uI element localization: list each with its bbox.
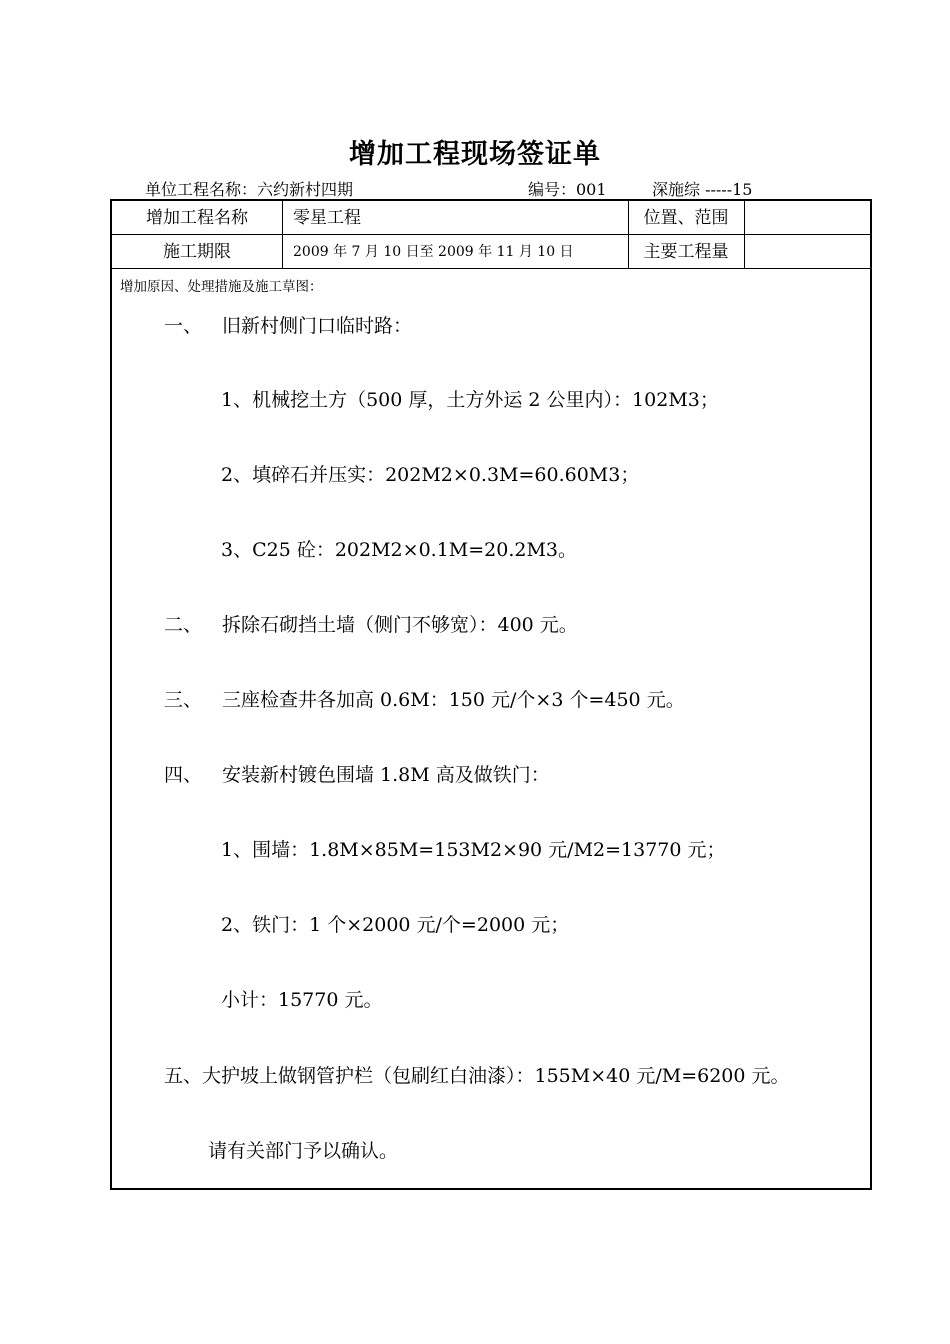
section-number: 四、 (164, 764, 203, 786)
content-text: 安装新村镀色围墙 1.8M 高及做铁门： (222, 764, 550, 786)
section-number: 三、 (164, 689, 203, 711)
section-number: 一、 (164, 315, 203, 337)
page-title: 增加工程现场签证单 (349, 139, 601, 170)
project-name-value: 零星工程 (293, 208, 361, 228)
location-scope-label: 位置、范围 (643, 208, 729, 228)
content-line: 1、机械挖土方（500 厚，土方外运 2 公里内）：102M3； (221, 389, 719, 411)
construction-period-label: 施工期限 (163, 242, 231, 262)
content-text: 旧新村侧门口临时路： (222, 315, 413, 337)
content-line (164, 685, 685, 712)
project-name-label: 增加工程名称 (146, 208, 248, 228)
unit-project-name: 单位工程名称：六约新村四期 (145, 180, 354, 199)
content-line: 2、填碎石并压实：202M2×0.3M=60.60M3； (221, 464, 640, 486)
document-number: 编号：001 (528, 180, 607, 199)
content-text: 拆除石砌挡土墙（侧门不够宽）：400 元。 (222, 614, 578, 636)
document-code: 深施综 -----15 (652, 180, 753, 199)
content-text: 三座检查井各加高 0.6M：150 元/个×3 个=450 元。 (222, 689, 685, 711)
content-line: 2、铁门：1 个×2000 元/个=2000 元； (221, 914, 570, 936)
content-line (164, 760, 550, 787)
content-line: 五、大护坡上做钢管护栏（包刷红白油漆）：155M×40 元/M=6200 元。 (164, 1065, 790, 1087)
construction-period-value: 2009 年 7 月 10 日至 2009 年 11 月 10 日 (293, 244, 574, 260)
section-number: 二、 (164, 614, 203, 636)
content-line: 请有关部门予以确认。 (208, 1140, 399, 1162)
reason-label: 增加原因、处理措施及施工草图： (120, 279, 323, 295)
divider (744, 201, 745, 268)
content-line (164, 311, 413, 338)
content-line: 1、围墙：1.8M×85M=153M2×90 元/M2=13770 元； (221, 839, 726, 861)
content-line (164, 610, 578, 637)
divider (282, 201, 283, 268)
content-line: 小计：15770 元。 (221, 989, 383, 1011)
main-quantity-label: 主要工程量 (643, 242, 729, 262)
content-line: 3、C25 砼：202M2×0.1M=20.2M3。 (221, 539, 578, 561)
